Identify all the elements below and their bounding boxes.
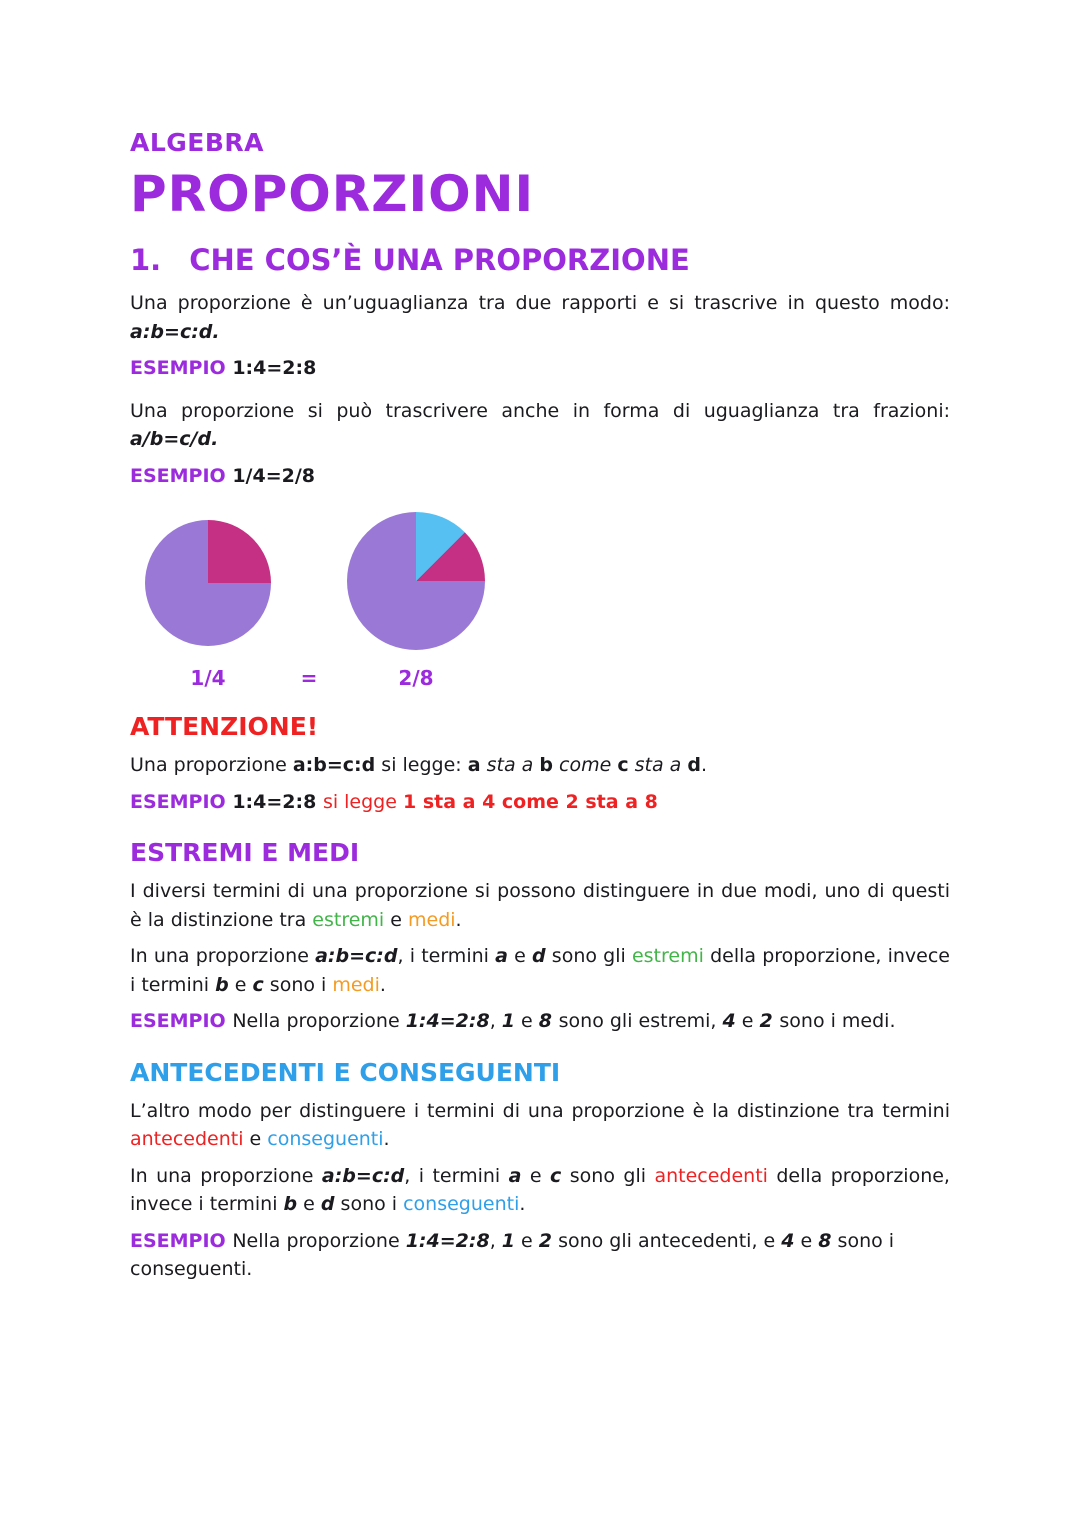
esempio-line-1 — [130, 354, 950, 383]
text-segment: e — [735, 1010, 760, 1032]
text-segment: come — [559, 754, 618, 776]
pie-chart-2-8 — [347, 512, 485, 650]
text-segment: Nella proporzione — [232, 1229, 406, 1252]
esempio-line-2 — [130, 462, 950, 491]
text-segment: e — [384, 908, 408, 931]
text-segment: , — [489, 1010, 502, 1032]
text-segment: della proporzione, invece i termini — [130, 945, 950, 996]
text-segment: , — [489, 1229, 502, 1252]
text-segment: 4 — [722, 1010, 736, 1032]
text-segment: 2 — [538, 1229, 553, 1252]
paragraph-definition-ratio — [130, 289, 950, 346]
text-segment: c — [252, 973, 264, 996]
text-segment: medi — [408, 908, 456, 931]
text-segment: medi — [332, 973, 380, 996]
text-segment: e — [515, 1229, 539, 1252]
text-segment: e — [228, 973, 253, 996]
text-segment: b — [283, 1193, 298, 1215]
text-segment: . — [519, 1193, 526, 1215]
equals-sign: = — [300, 666, 318, 690]
text-segment: e — [521, 1164, 551, 1187]
text-segment: 1/4=2/8 — [232, 464, 315, 487]
antecedenti-conseguenti-heading: ANTECEDENTI E CONSEGUENTI — [130, 1057, 561, 1087]
text-segment: Una proporzione è un’uguaglianza tra due rapporti e si trascrive in questo modo: — [130, 292, 950, 314]
text-segment: a — [508, 1164, 522, 1187]
text-segment: sono i — [334, 1193, 404, 1215]
paragraph-estremi-medi-intro — [130, 877, 950, 934]
text-segment: sono i — [263, 973, 333, 996]
text-segment: sono i conseguenti. — [130, 1229, 895, 1280]
text-segment: a/b=c/d. — [130, 428, 219, 450]
text-segment: 1:4=2:8 — [232, 357, 317, 379]
text-segment: d — [532, 945, 546, 967]
pie-row — [145, 512, 950, 650]
text-segment: sono gli antecedenti, e — [552, 1229, 782, 1252]
fraction-label-right: 2/8 — [398, 666, 434, 690]
subject-kicker: ALGEBRA — [130, 128, 265, 157]
attenzione-heading: ATTENZIONE! — [130, 712, 319, 741]
text-segment: I diversi termini di una proporzione si possono distinguere in due modi, uno di questi è la distinzione tra — [130, 880, 950, 931]
text-segment: a:b=c:d — [292, 754, 376, 776]
text-segment: , i termini — [404, 1164, 509, 1187]
page-title: PROPORZIONI — [130, 165, 535, 223]
text-segment: ESEMPIO — [130, 357, 233, 379]
text-segment: 1 sta a 4 come 2 sta a 8 — [402, 790, 658, 813]
text-segment: a — [495, 945, 508, 967]
text-segment: estremi — [312, 908, 385, 931]
text-segment: 1 — [501, 1010, 516, 1032]
section-heading-text: CHE COS’È UNA PROPORZIONE — [189, 243, 690, 277]
paragraph-reading-rule — [130, 751, 950, 780]
text-segment: ESEMPIO — [130, 790, 233, 813]
text-segment: b — [215, 973, 229, 996]
text-segment: e — [794, 1229, 819, 1252]
text-segment: estremi — [631, 945, 704, 967]
text-segment: e — [243, 1128, 268, 1150]
text-segment: 1:4=2:8 — [232, 790, 323, 813]
text-segment: e — [507, 945, 532, 967]
text-segment: sono i medi. — [779, 1010, 896, 1032]
text-segment: ESEMPIO — [130, 464, 233, 487]
text-segment: 1:4=2:8 — [405, 1010, 490, 1032]
text-segment: . — [383, 1128, 390, 1150]
text-segment: 1 — [501, 1229, 516, 1252]
paragraph-fraction-form — [130, 397, 950, 454]
text-segment: si legge — [322, 790, 403, 813]
text-segment: ESEMPIO — [130, 1010, 233, 1032]
paragraph-antecedenti-intro — [130, 1097, 950, 1154]
text-segment: e — [515, 1010, 539, 1032]
text-segment: sta a — [486, 754, 540, 776]
text-segment: 8 — [818, 1229, 832, 1252]
text-segment: L’altro modo per distinguere i termini di una proporzione è la distinzione tra termini — [130, 1099, 950, 1122]
text-segment: c — [550, 1164, 562, 1187]
text-segment: sono gli — [561, 1164, 655, 1187]
text-segment: d — [687, 754, 701, 776]
pie-chart-1-4 — [145, 520, 271, 646]
text-segment: c — [617, 754, 629, 776]
text-segment: conseguenti — [267, 1128, 384, 1150]
text-segment: b — [539, 754, 553, 776]
text-segment: a:b=c:d — [315, 945, 398, 967]
text-segment: sono gli — [545, 945, 632, 967]
text-segment: a:b=c:d. — [130, 320, 220, 343]
text-segment: sta a — [634, 754, 688, 776]
text-segment: a:b=c:d — [321, 1164, 405, 1187]
text-segment: antecedenti — [130, 1128, 244, 1150]
text-segment: si legge: — [375, 754, 468, 776]
paragraph-antecedenti-detail — [130, 1162, 950, 1219]
esempio-line-5 — [130, 1227, 950, 1284]
text-segment: . — [379, 973, 386, 996]
text-segment: Una proporzione si può trascrivere anche in forma di uguaglianza tra frazioni: — [130, 399, 950, 422]
text-segment: ESEMPIO — [130, 1229, 233, 1252]
text-segment: . — [700, 754, 707, 776]
text-segment: d — [320, 1193, 335, 1215]
text-segment: . — [455, 908, 462, 931]
text-segment: Nella proporzione — [232, 1010, 406, 1032]
esempio-line-3 — [130, 788, 950, 817]
esempio-line-4 — [130, 1007, 950, 1036]
text-segment: Una proporzione — [130, 754, 293, 776]
fraction-label-left: 1/4 — [190, 666, 226, 690]
text-segment: 2 — [759, 1010, 780, 1032]
text-segment: a — [467, 754, 481, 776]
section-heading — [130, 243, 950, 277]
text-segment: della proporzione, invece i termini — [130, 1164, 950, 1215]
paragraph-estremi-medi-detail — [130, 942, 950, 999]
pie-labels — [145, 666, 950, 690]
text-segment: 8 — [538, 1010, 559, 1032]
text-segment: In una proporzione — [130, 945, 316, 967]
text-segment: conseguenti — [403, 1193, 520, 1215]
text-segment: 4 — [781, 1229, 795, 1252]
text-segment: sono gli estremi, — [558, 1010, 723, 1032]
text-segment: In una proporzione — [130, 1164, 322, 1187]
section-number: 1. — [130, 243, 162, 277]
estremi-medi-heading: ESTREMI E MEDI — [130, 838, 360, 867]
text-segment: 1:4=2:8 — [405, 1229, 490, 1252]
text-segment: e — [297, 1193, 321, 1215]
pie-figure — [145, 512, 950, 690]
text-segment: , i termini — [397, 945, 496, 967]
text-segment: antecedenti — [654, 1164, 768, 1187]
